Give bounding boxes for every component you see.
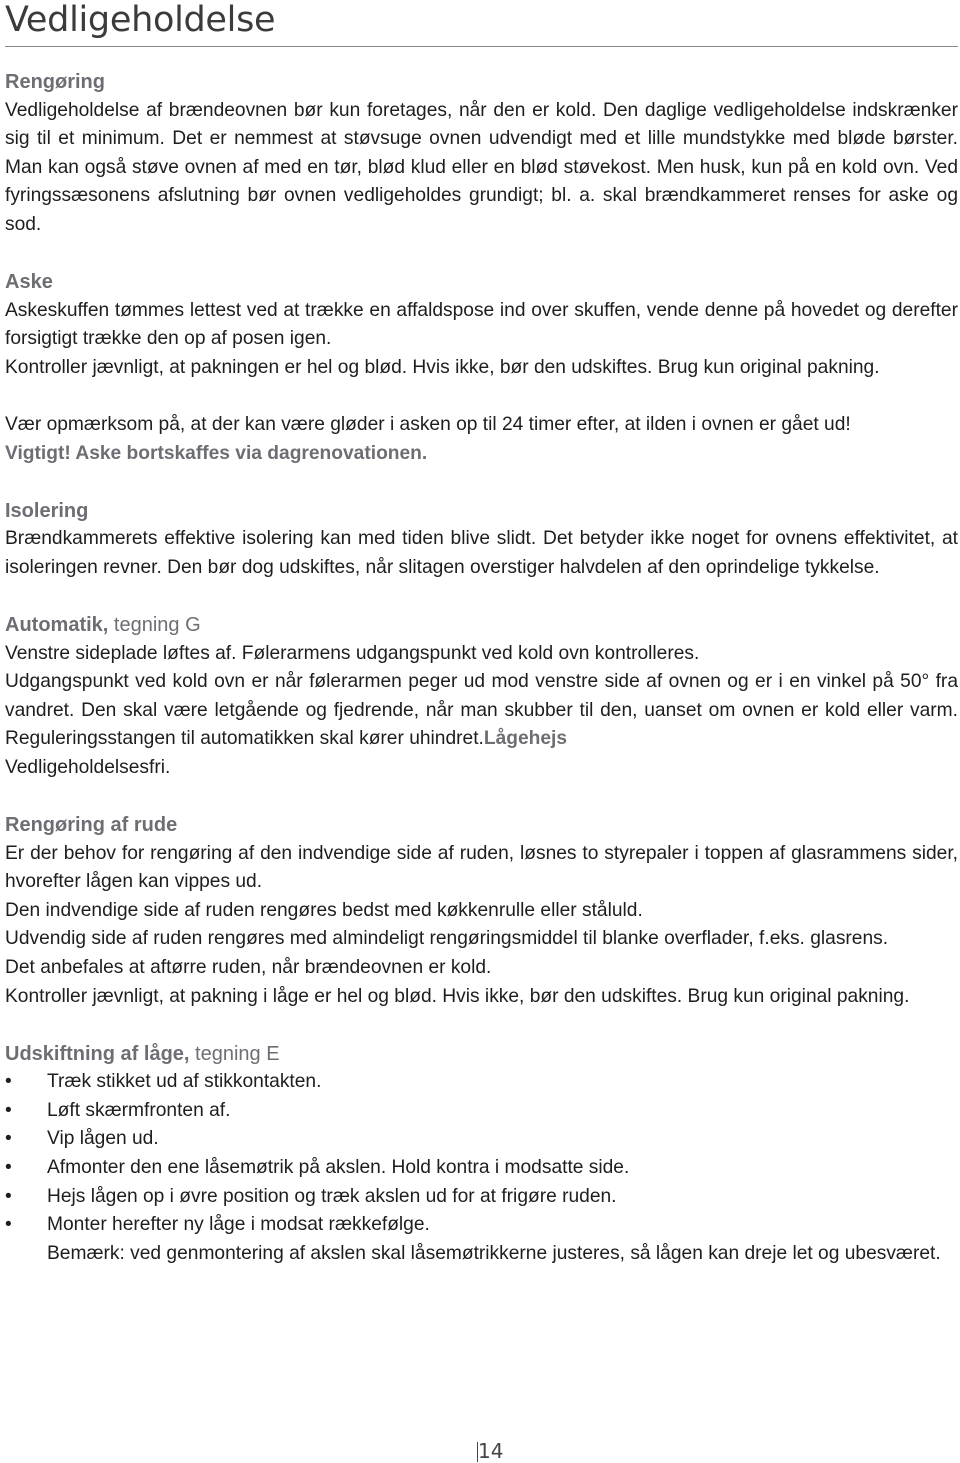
section-aske — [5, 268, 958, 468]
section-automatik — [5, 611, 958, 782]
heading-main: Automatik, — [5, 614, 109, 636]
bullet-icon: • — [5, 1214, 12, 1236]
bullet-icon: • — [5, 1128, 12, 1150]
list-item-text: Træk stikket ud af stikkontakten. — [47, 1071, 322, 1093]
section-rengoring — [5, 68, 958, 239]
paragraph: Kontroller jævnligt, at pakning i låge er hel og blød. Hvis ikke, bør den udskiftes. Brug kun original pakning. — [5, 985, 910, 1007]
paragraph: Er der behov for rengøring af den indvendige side af ruden, løsnes to styrepaler i toppen af glasrammens sider, hvorefter lågen kan vippes ud. — [5, 842, 958, 893]
paragraph: Venstre sideplade løftes af. Følerarmens udgangspunkt ved kold ovn kontrolleres. — [5, 642, 700, 664]
section-heading: Rengøring — [5, 71, 105, 93]
warning-emphasis: Vigtigt! Aske bortskaffes via dagrenovationen. — [5, 442, 428, 464]
document-page — [5, 0, 958, 1268]
section-heading: Aske — [5, 271, 53, 294]
bullet-icon: • — [5, 1185, 12, 1207]
list-item-text: Monter herefter ny låge i modsat rækkefølge. — [47, 1214, 430, 1236]
heading-drawing-ref: tegning E — [195, 1042, 280, 1065]
bullet-icon: • — [5, 1157, 12, 1178]
list-item — [5, 1125, 958, 1154]
section-heading — [5, 611, 958, 640]
list-item — [5, 1154, 958, 1183]
list-item-text: Afmonter den ene låsemøtrik på akslen. Hold kontra i modsatte side. — [47, 1157, 630, 1178]
bullet-icon: • — [5, 1071, 12, 1093]
warning-text — [5, 440, 958, 469]
list-item — [5, 1183, 958, 1212]
list-item — [5, 1068, 958, 1097]
heading-drawing-ref: tegning G — [113, 614, 201, 636]
section-heading: Rengøring af rude — [5, 814, 178, 837]
list-item-text: Løft skærmfronten af. — [47, 1099, 231, 1121]
list-item — [5, 1097, 958, 1126]
list-item-text: Vip lågen ud. — [47, 1128, 159, 1150]
paragraph: Den indvendige side af ruden rengøres bedst med køkkenrulle eller ståluld. — [5, 899, 643, 921]
inline-heading-lagehejs: Lågehejs — [483, 728, 568, 750]
note-text: Bemærk: ved genmontering af akslen skal låsemøtrikkerne justeres, så lågen kan dreje let og ubesværet. — [47, 1242, 941, 1264]
heading-main: Udskiftning af låge, — [5, 1042, 190, 1065]
paragraph — [5, 668, 958, 782]
paragraph-text: Vedligeholdelsesfri. — [5, 756, 171, 778]
paragraph: Det anbefales at aftørre ruden, når brændeovnen er kold. — [5, 956, 492, 978]
list-item — [5, 1211, 958, 1240]
section-isolering — [5, 497, 958, 583]
section-udskiftning — [5, 1040, 958, 1269]
bullet-icon: • — [5, 1099, 12, 1121]
list-item-text: Hejs lågen op i øvre position og træk akslen ud for at frigøre ruden. — [47, 1185, 617, 1207]
paragraph: Udvendig side af ruden rengøres med almindeligt rengøringsmiddel til blanke overflader, f.eks. glasrens. — [5, 928, 889, 950]
page-title: Vedligeholdelse — [5, 0, 276, 40]
paragraph: Brændkammerets effektive isolering kan med tiden blive slidt. Det betyder ikke noget for ovnens effektivitet, at isoleringen revner. Den bør dog udskiftes, når slitagen overstiger halvdelen af den oprindelige tykkelse. — [5, 528, 958, 578]
section-heading — [5, 1040, 958, 1069]
paragraph: Kontroller jævnligt, at pakningen er hel og blød. Hvis ikke, bør den udskiftes. Brug kun original pakning. — [5, 356, 880, 378]
paragraph: Vedligeholdelse af brændeovnen bør kun foretages, når den er kold. Den daglige vedligeholdelse indskrænker sig til et minimum. Det er nemmest at støvsuge ovnen udvendigt med et lille mundstykke med bløde børster. Man kan også støve ovnen af med en tør, blød klud eller en blød støvekost. Men husk, kun på en kold ovn. Ved fyringssæsonens afslutning bør ovnen vedligeholdes grundigt; bl. a. skal brændkammeret renses for aske og sod. — [5, 99, 958, 235]
steps-list — [5, 1068, 958, 1240]
paragraph: Vær opmærksom på, at der kan være gløder i asken op til 24 timer efter, at ilden i ovnen er gået ud! — [5, 413, 851, 435]
paragraph-text: Udgangspunkt ved kold ovn er når følerarmen peger ud mod venstre side af ovnen og er i en vinkel på 50° fra vandret. Den skal være letgående og fjedrende, når man skubber til den, uanset om ovnen er kold eller varm. Reguleringsstangen til automatikken skal kører uhindret. — [5, 671, 958, 750]
section-rude — [5, 811, 958, 1011]
section-heading: Isolering — [5, 499, 89, 522]
page-number: 14 — [478, 1439, 504, 1463]
paragraph: Askeskuffen tømmes lettest ved at trække en affaldspose ind over skuffen, vende denne på hovedet og derefter forsigtigt trække den op af posen igen. — [5, 299, 958, 350]
